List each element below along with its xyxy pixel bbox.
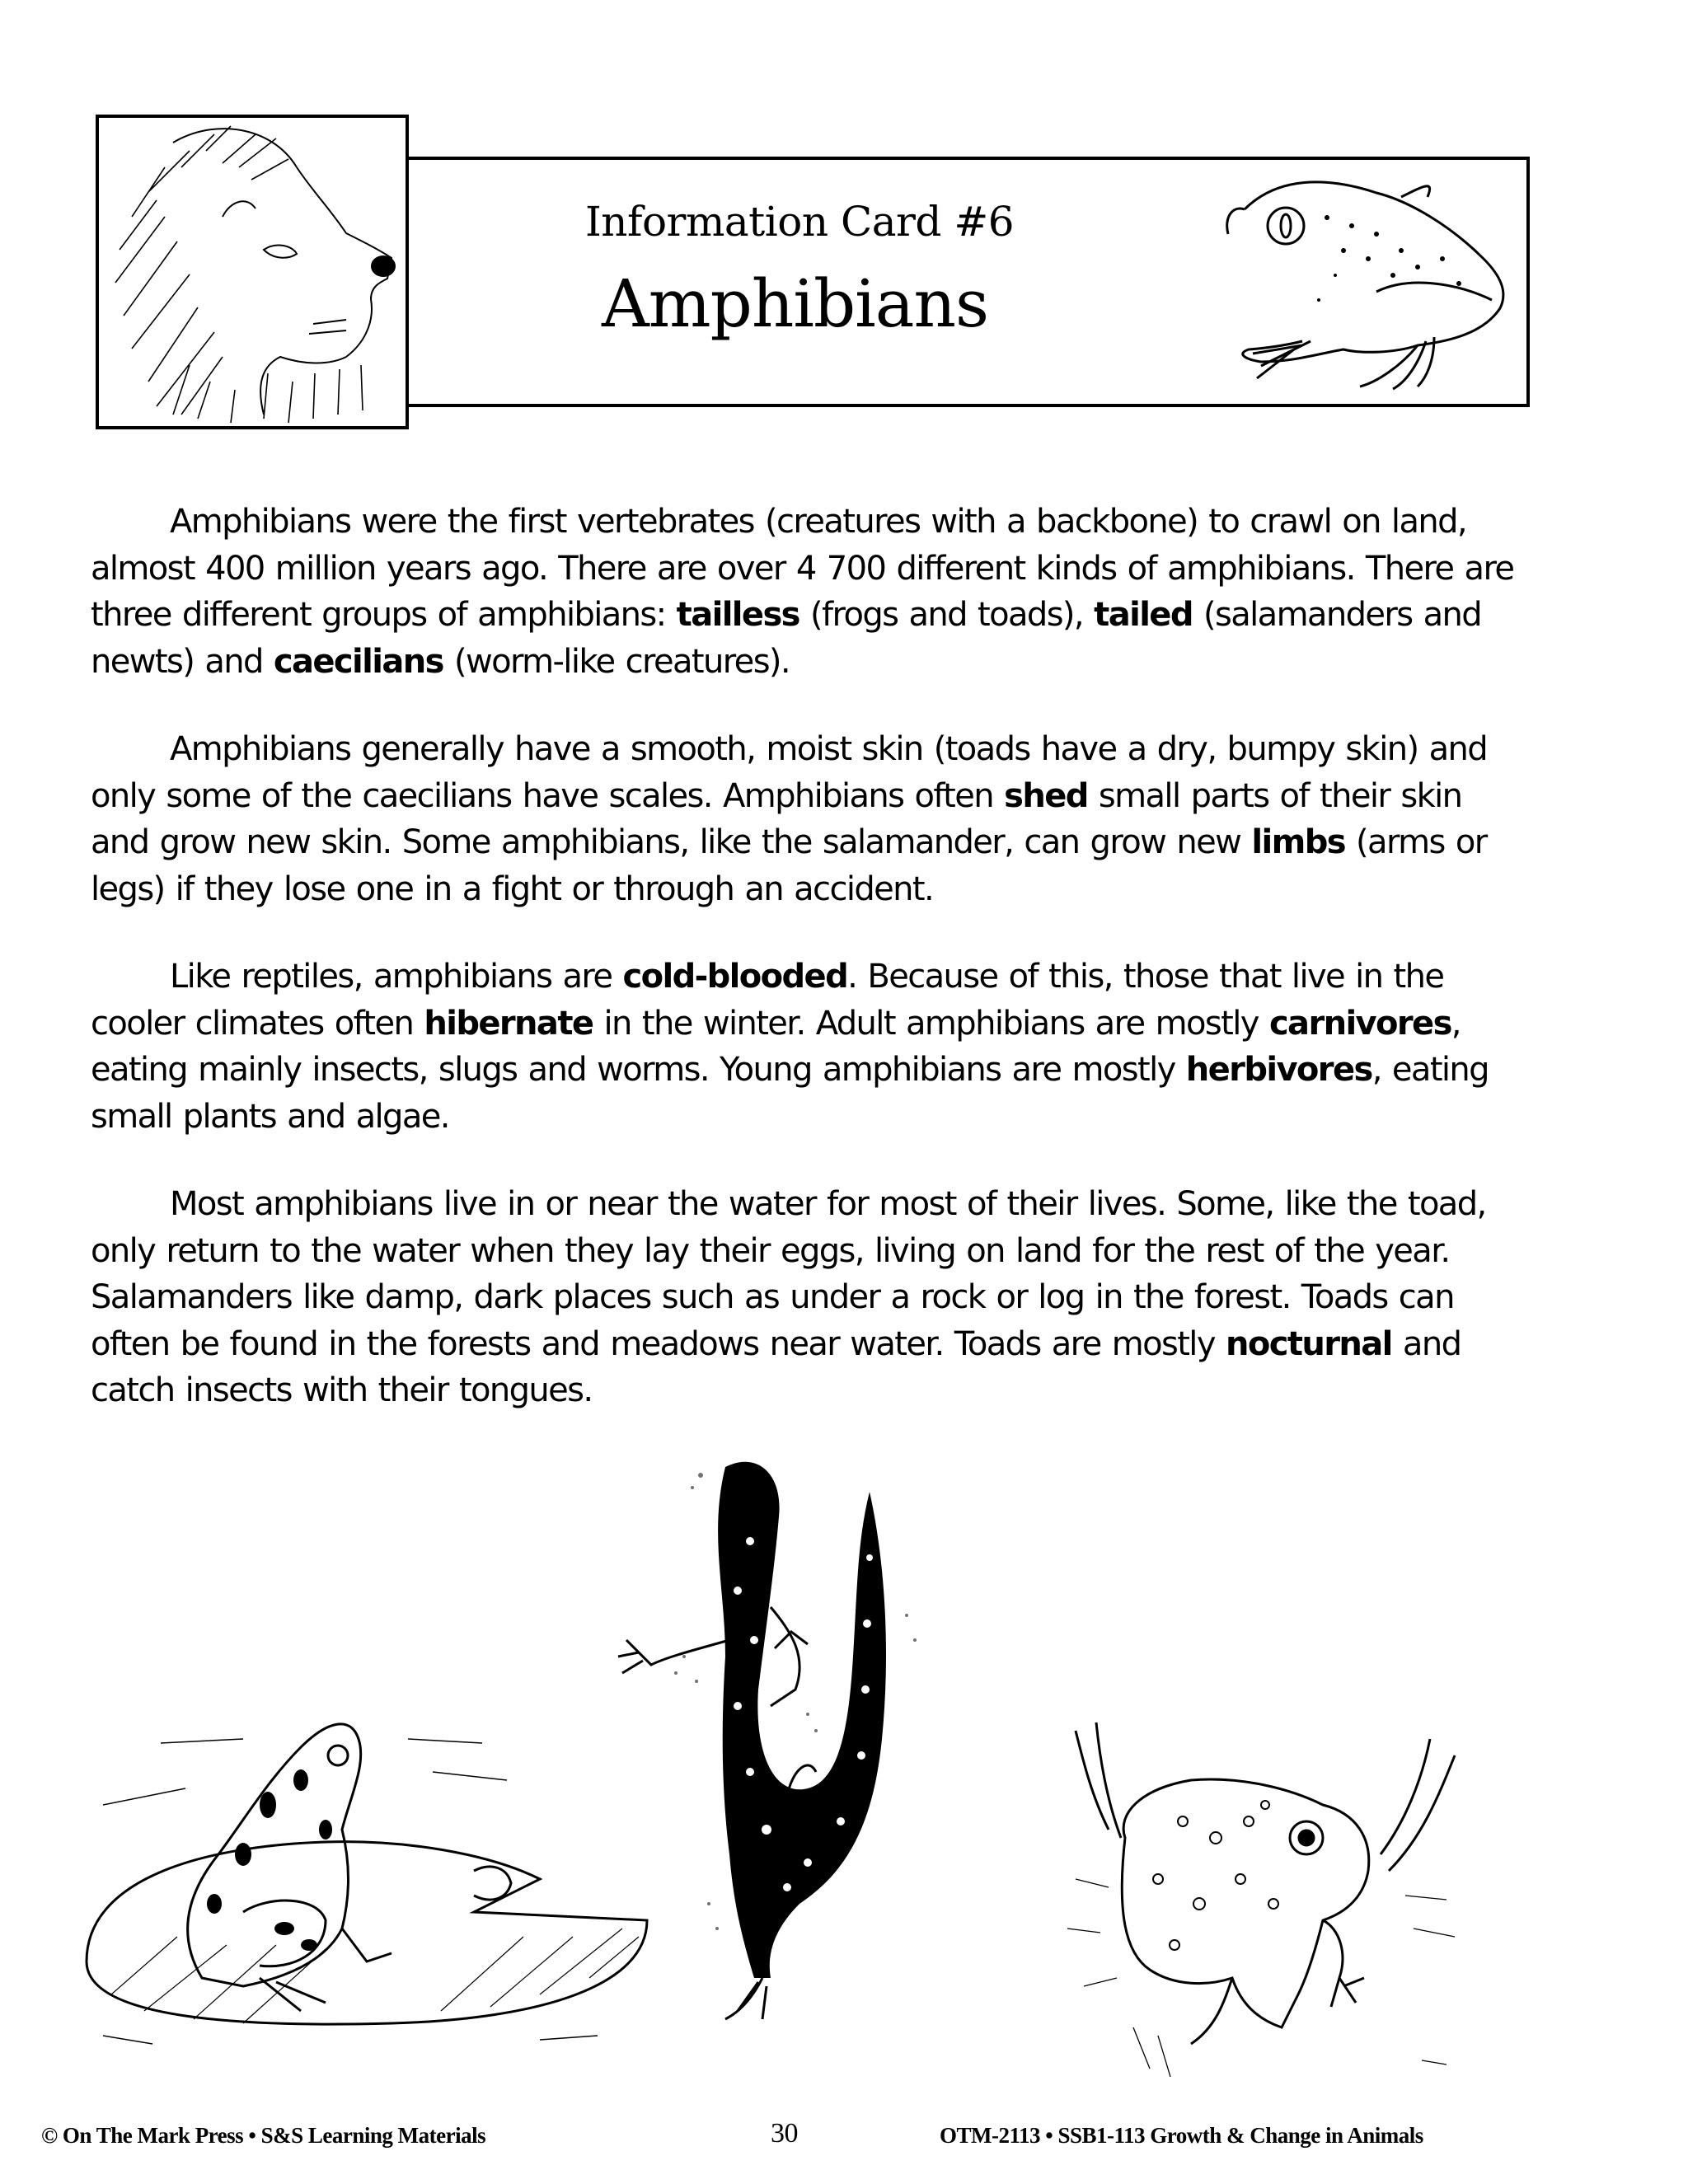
text-segment: Like reptiles, amphibians are xyxy=(170,958,623,996)
key-term: caecilians xyxy=(273,642,443,681)
key-term: tailless xyxy=(676,596,799,634)
lion-illustration-box xyxy=(96,115,409,429)
text-segment: (frogs and toads), xyxy=(799,596,1095,634)
key-term: limbs xyxy=(1251,823,1345,861)
text-segment: Amphibians generally have a smooth, moist skin (toads have a dry, bumpy skin) and only some of the caecilians have scales. Amphibians often xyxy=(91,730,1488,815)
text-segment: (salamanders and newts) and xyxy=(91,596,1482,681)
key-term: shed xyxy=(1004,776,1088,815)
text-segment: Amphibians were the first vertebrates (creatures with a backbone) to crawl on land, almost 400 million years ago. There are over 4 700 different kinds of amphibians. There are three different groups of amphibians: xyxy=(91,503,1514,634)
text-segment: . Because of this, those that live in the cooler climates often xyxy=(91,958,1444,1043)
text-segment: Most amphibians live in or near the water for most of their lives. Some, like the toad, only return to the water when they lay their eggs, living on land for the rest of the year. Salamanders like damp, dark places such as under a rock or log in the forest. Toads can often be found in the forests and meadows near water. Toads are mostly xyxy=(91,1185,1486,1363)
key-term: cold-blooded xyxy=(622,958,848,996)
key-term: hibernate xyxy=(424,1004,593,1043)
spotted-salamander-icon xyxy=(560,1442,1006,2036)
paragraph-3 xyxy=(91,954,1525,1140)
lion-head-icon xyxy=(99,118,406,426)
page-title: Amphibians xyxy=(602,265,989,342)
footer-publisher: © On The Mark Press • S&S Learning Materials xyxy=(41,2123,486,2148)
key-term: tailed xyxy=(1094,596,1193,634)
text-segment: in the winter. Adult amphibians are mostly xyxy=(593,1004,1269,1043)
toad-icon xyxy=(1059,1714,1496,2085)
text-segment: (arms or legs) if they lose one in a fight or through an accident. xyxy=(91,823,1487,908)
frog-icon xyxy=(1212,176,1525,391)
card-number: Information Card #6 xyxy=(585,198,1015,246)
text-segment: and catch insects with their tongues. xyxy=(91,1324,1461,1409)
text-segment: small parts of their skin and grow new skin. Some amphibians, like the salamander, can grow new xyxy=(91,776,1462,861)
title-band xyxy=(404,157,1530,407)
key-term: nocturnal xyxy=(1226,1324,1392,1363)
paragraph-2 xyxy=(91,726,1525,912)
key-term: carnivores xyxy=(1268,1004,1451,1043)
text-segment: , eating small plants and algae. xyxy=(91,1051,1489,1136)
text-segment: (worm-like creatures). xyxy=(443,642,790,681)
footer-series: OTM-2113 • SSB1-113 Growth & Change in Animals xyxy=(940,2123,1423,2148)
article-body xyxy=(91,499,1525,1455)
key-term: herbivores xyxy=(1185,1051,1372,1089)
text-segment: , eating mainly insects, slugs and worms. Young amphibians are mostly xyxy=(91,1004,1461,1089)
paragraph-1 xyxy=(91,499,1525,685)
page-number: 30 xyxy=(771,2118,798,2149)
paragraph-4 xyxy=(91,1181,1525,1414)
